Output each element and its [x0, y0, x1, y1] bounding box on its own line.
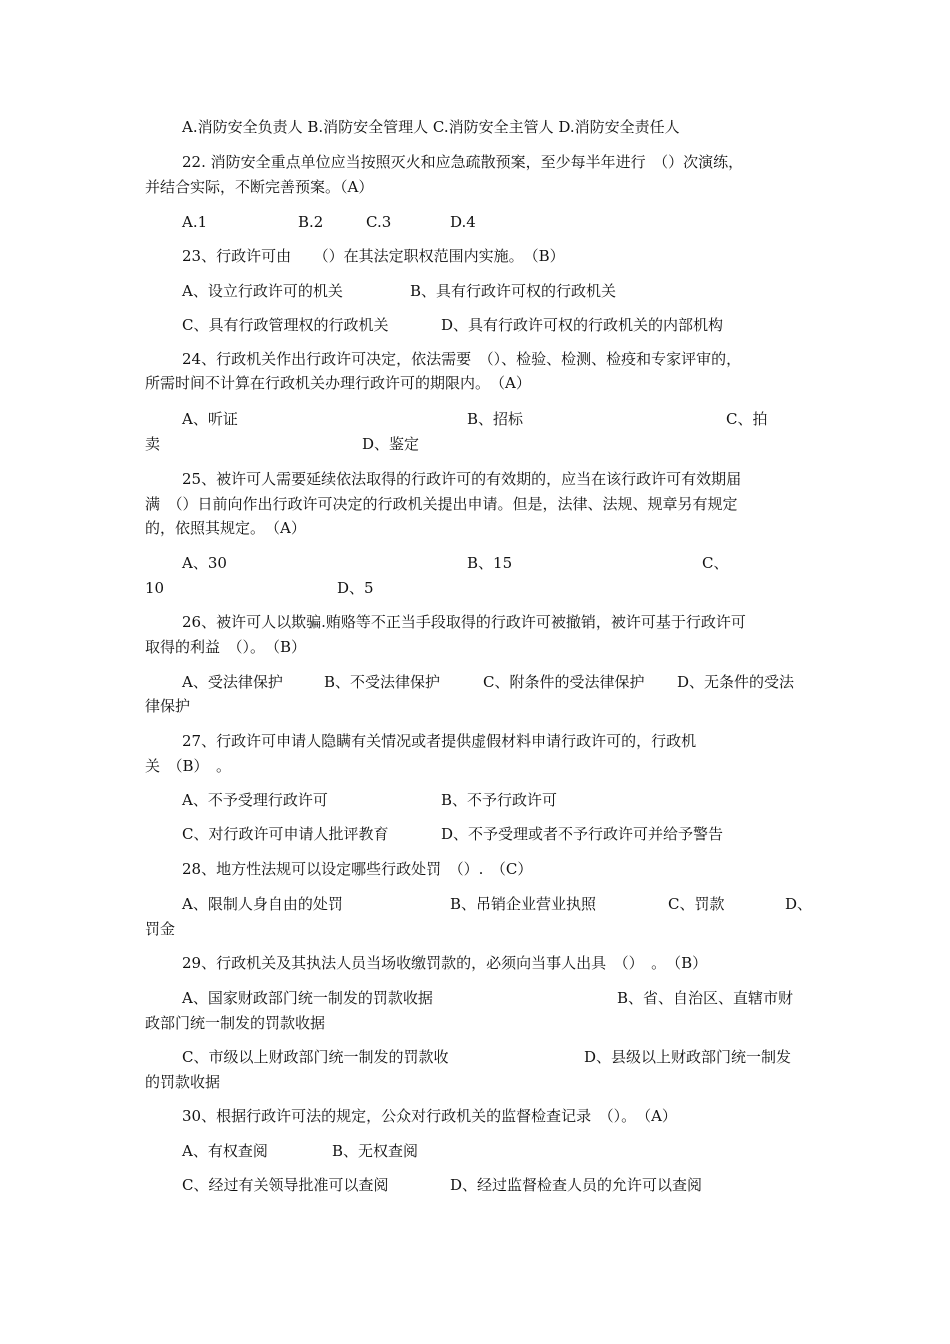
q22-text-line2: 并结合实际，不断完善预案。（A）: [145, 178, 374, 196]
q26-text-line1: 26、被许可人以欺骗.贿赂等不正当手段取得的行政许可被撤销，被许可基于行政许可: [182, 613, 746, 631]
q23-option-b: B、具有行政许可权的行政机关: [410, 282, 617, 300]
q27-option-a: A、不予受理行政许可: [182, 791, 328, 809]
q26-option-c: C、附条件的受法律保护: [483, 673, 645, 691]
q30-option-d: D、经过监督检查人员的允许可以查阅: [450, 1176, 703, 1194]
q25-text-line2: 满 （）日前向作出行政许可决定的行政机关提出申请。但是，法律、法规、规章另有规定: [145, 495, 738, 513]
q23-option-c: C、具有行政管理权的行政机关: [182, 316, 389, 334]
q28-option-b: B、吊销企业营业执照: [450, 895, 597, 913]
q23-option-d: D、具有行政许可权的行政机关的内部机构: [441, 316, 724, 334]
q26-option-b: B、不受法律保护: [324, 673, 441, 691]
q24-option-c: C、拍: [726, 410, 768, 428]
q28-option-d-cont: 罚金: [145, 920, 176, 938]
q23-option-a: A、设立行政许可的机关: [182, 282, 343, 300]
q25-option-b: B、15: [467, 554, 513, 572]
q28-option-a: A、限制人身自由的处罚: [182, 895, 343, 913]
q27-option-b: B、不予行政许可: [441, 791, 558, 809]
q21-options: A.消防安全负责人 B.消防安全管理人 C.消防安全主管人 D.消防安全责任人: [182, 118, 680, 136]
q25-option-a: A、30: [182, 554, 227, 572]
q22-option-c: C.3: [366, 213, 392, 231]
q27-text-line2: 关 （B） 。: [145, 757, 232, 775]
q28-text: 28、地方性法规可以设定哪些行政处罚 （）. （C）: [182, 860, 533, 878]
q26-text-line2: 取得的利益 （）。 （B）: [145, 638, 307, 656]
q24-option-c-cont: 卖: [145, 435, 161, 453]
q27-option-d: D、不予受理或者不予行政许可并给予警告: [441, 825, 724, 843]
q30-option-b: B、无权查阅: [332, 1142, 419, 1160]
q25-option-d: D、5: [337, 579, 374, 597]
q29-text: 29、行政机关及其执法人员当场收缴罚款的，必须向当事人出具 （） 。 （B）: [182, 954, 708, 972]
q24-text-line1: 24、行政机关作出行政许可决定，依法需要 （）、检验、检测、检疫和专家评审的，: [182, 350, 742, 368]
q24-option-a: A、听证: [182, 410, 238, 428]
q26-option-d-cont: 律保护: [145, 697, 191, 715]
q29-option-d-cont: 的罚款收据: [145, 1073, 221, 1091]
q23-text: 23、行政许可由 （）在其法定职权范围内实施。 （B）: [182, 247, 565, 265]
q30-text: 30、根据行政许可法的规定，公众对行政机关的监督检查记录 （）。 （A）: [182, 1107, 677, 1125]
q28-option-d: D、: [785, 895, 813, 913]
q29-option-c: C、市级以上财政部门统一制发的罚款收: [182, 1048, 449, 1066]
q25-option-c-cont: 10: [145, 579, 165, 597]
q22-option-b: B.2: [298, 213, 324, 231]
q27-option-c: C、对行政许可申请人批评教育: [182, 825, 389, 843]
q22-text-line1: 22. 消防安全重点单位应当按照灭火和应急疏散预案，至少每半年进行 （）次演练，: [182, 153, 744, 171]
q25-text-line1: 25、被许可人需要延续依法取得的行政许可的有效期的，应当在该行政许可有效期届: [182, 470, 742, 488]
q25-option-c: C、: [702, 554, 729, 572]
q24-text-line2: 所需时间不计算在行政机关办理行政许可的期限内。 （A）: [145, 374, 531, 392]
q24-option-d: D、鉴定: [362, 435, 420, 453]
q30-option-c: C、经过有关领导批准可以查阅: [182, 1176, 389, 1194]
q30-option-a: A、有权查阅: [182, 1142, 268, 1160]
q26-option-d: D、无条件的受法: [677, 673, 795, 691]
q29-option-d: D、县级以上财政部门统一制发: [584, 1048, 792, 1066]
q27-text-line1: 27、行政许可申请人隐瞒有关情况或者提供虚假材料申请行政许可的，行政机: [182, 732, 697, 750]
q28-option-c: C、罚款: [668, 895, 725, 913]
q26-option-a: A、受法律保护: [182, 673, 283, 691]
q29-option-a: A、国家财政部门统一制发的罚款收据: [182, 989, 433, 1007]
q29-option-b: B、省、自治区、直辖市财: [617, 989, 794, 1007]
q22-option-d: D.4: [450, 213, 476, 231]
q25-text-line3: 的，依照其规定。 （A）: [145, 519, 306, 537]
q29-option-b-cont: 政部门统一制发的罚款收据: [145, 1014, 326, 1032]
q24-option-b: B、招标: [467, 410, 524, 428]
q22-option-a: A.1: [182, 213, 208, 231]
